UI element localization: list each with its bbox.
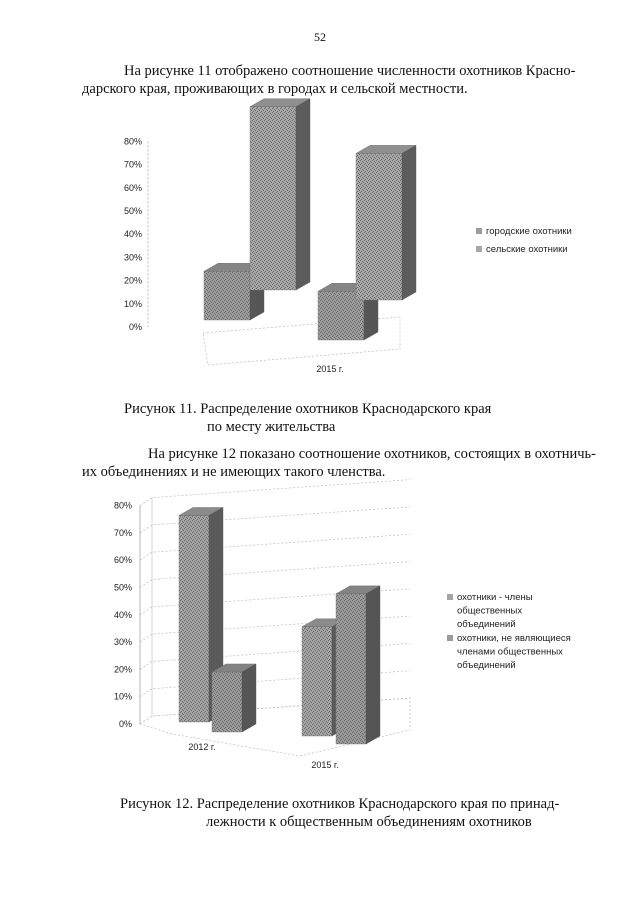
y-tick-label: 60%	[113, 555, 132, 566]
bar	[179, 515, 209, 722]
y-tick-label: 50%	[123, 206, 142, 216]
y-tick-label: 40%	[113, 609, 132, 620]
bar	[302, 627, 332, 736]
legend-label: сельские охотники	[486, 244, 568, 255]
legend-label: объединений	[457, 660, 516, 671]
bar	[212, 672, 242, 732]
y-tick-label: 30%	[113, 637, 132, 648]
y-tick-label: 80%	[123, 136, 142, 147]
y-tick-label: 50%	[113, 582, 132, 593]
legend-label: объединений	[457, 619, 516, 630]
paragraph-line: На рисунке 12 показано соотношение охотников, состоящих в охотничь-	[148, 446, 596, 462]
y-tick-label: 30%	[123, 252, 142, 263]
x-tick-label: 2012 г.	[188, 742, 216, 752]
y-tick-label: 10%	[113, 691, 132, 702]
legend-label: охотники - члены	[457, 592, 533, 603]
y-tick-label: 70%	[113, 527, 132, 538]
y-tick-label: 20%	[123, 275, 142, 286]
y-tick-label: 70%	[123, 159, 142, 170]
page-number: 52	[314, 30, 326, 44]
bar	[336, 594, 366, 744]
legend-swatch	[447, 594, 453, 600]
legend-label: городские охотники	[486, 226, 572, 237]
figure-12-caption	[120, 795, 600, 831]
legend-label: общественных	[457, 605, 523, 617]
bar-side	[242, 664, 256, 732]
caption-line: Рисунок 12. Распределение охотников Краснодарского края по принад-	[120, 796, 560, 812]
x-tick-label: 2015 г.	[316, 364, 344, 374]
y-tick-label: 80%	[113, 500, 132, 511]
legend-label: охотники, не являющиеся	[457, 633, 571, 644]
caption-line: по месту жительства	[207, 419, 336, 435]
caption-line: Рисунок 11. Распределение охотников Краснодарского края	[124, 401, 492, 417]
y-tick-label: 10%	[123, 298, 142, 309]
legend-label: членами общественных	[457, 646, 563, 658]
y-tick-label: 60%	[123, 182, 142, 193]
paragraph-line: На рисунке 11 отображено соотношение численности охотников Красно-	[124, 63, 576, 79]
x-tick-label: 2015 г.	[311, 760, 339, 770]
y-tick-label: 0%	[118, 719, 132, 729]
paragraph-line: их объединениях и не имеющих такого членства.	[82, 464, 386, 480]
y-tick-label: 0%	[128, 322, 142, 332]
y-tick-label: 20%	[113, 664, 132, 675]
y-tick-label: 40%	[123, 229, 142, 240]
caption-line: лежности к общественным объединениям охотников	[206, 814, 532, 830]
legend-swatch	[447, 635, 453, 641]
bar-side	[366, 586, 380, 744]
gridline	[140, 480, 410, 506]
paragraph-line: дарского края, проживающих в городах и сельской местности.	[82, 81, 468, 97]
